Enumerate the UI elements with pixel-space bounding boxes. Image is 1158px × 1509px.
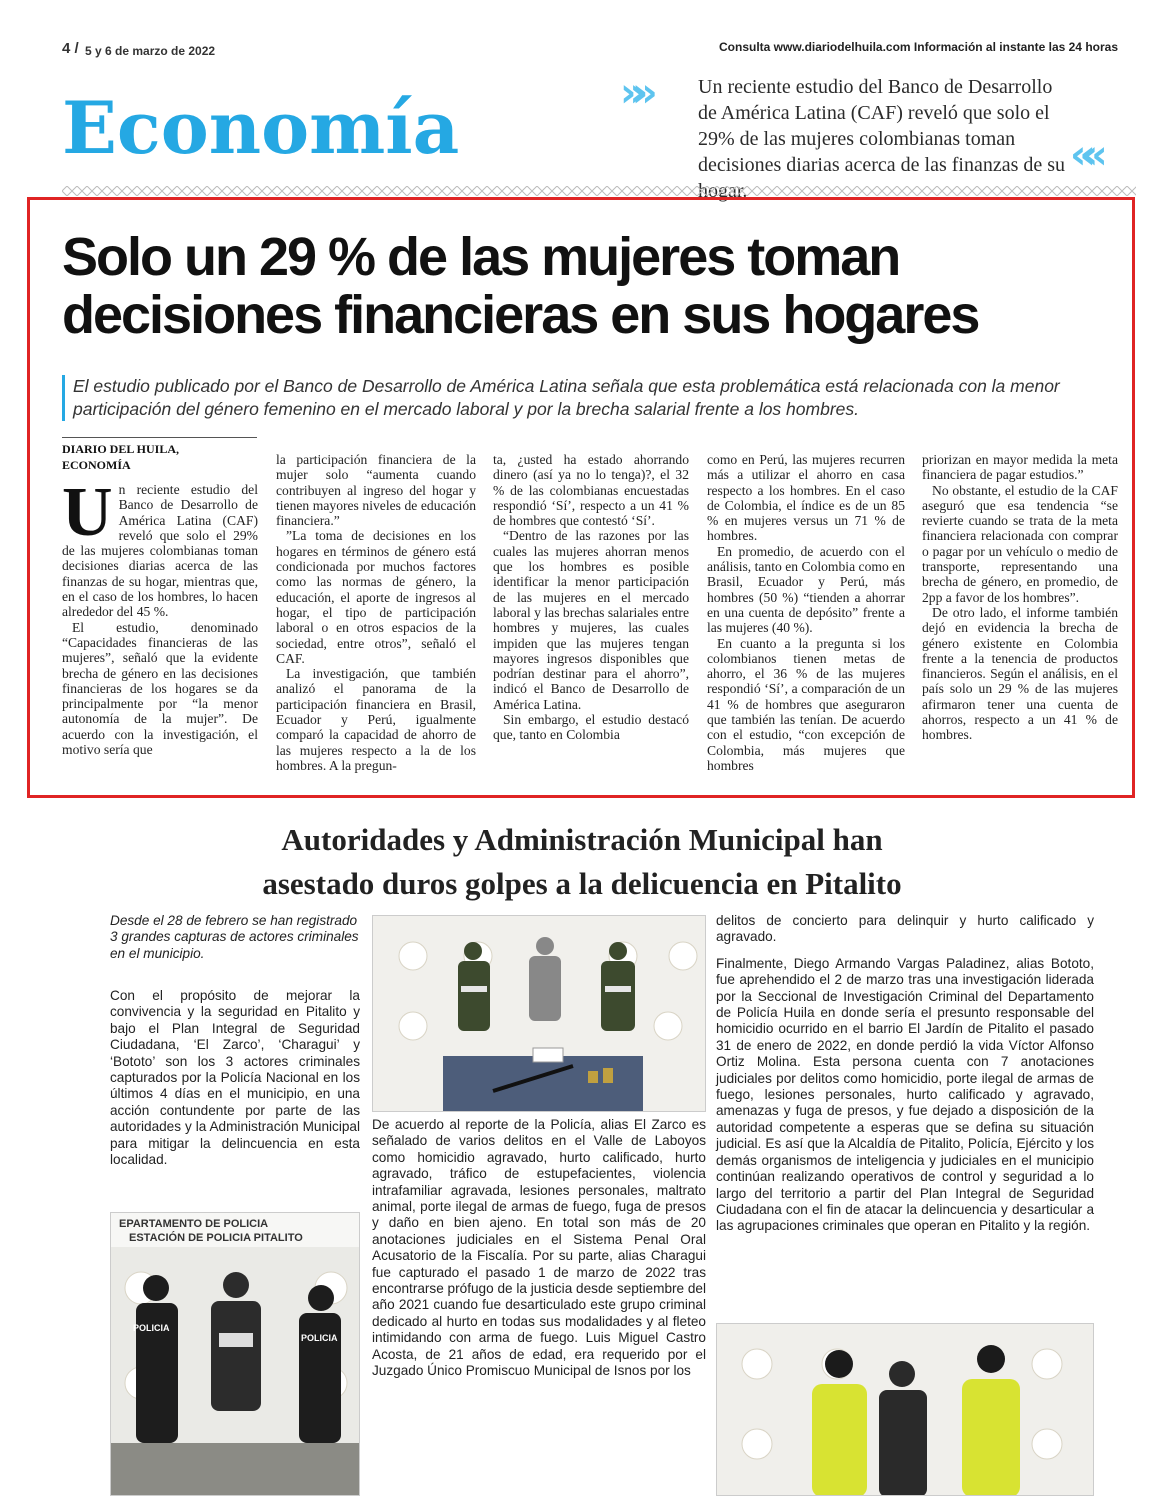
section-title: Economía xyxy=(62,85,460,170)
article-column-3 xyxy=(493,452,689,743)
paragraph: La investigación, que también analizó el panorama de la participación financiera en Brasil, Ecuador y Perú, igualmente comparó la capacidad de ahorro de las mujeres respecto a la de los hombres. A la pregun- xyxy=(276,666,476,773)
paragraph: Finalmente, Diego Armando Vargas Paladinez, alias Bototo, fue aprehendido el 2 de marzo tras una investigación liderada por la Seccional de Investigación Criminal del Departamento de Policía Huila en donde sería el presunto responsable del homicidio ocurrido en el barrio El Jardín de Pitalito el pasado 31 de enero de 2022, en donde perdió la vida Víctor Alfonso Ortiz Molina. Esta persona cuenta con 7 anotaciones judiciales por delitos como homicidio, porte ilegal de armas de fuego, lesiones personales, hurto calificado y agravado, amenazas y fuga de presos, y fue dejado a disposición de la autoridad competente a esperas que se defina su situación judicial. Es así que la Alcaldía de Pitalito, Policía, Ejército y los demás organismos de inteligencia y judiciales en el municipio continúan realizando operativos de control y seguridad a lo largo del territorio a partir del Plan Integral de Seguridad Ciudadana con el fin de atacar la delincuencia y desarticular a las agrupaciones criminales que operan en Pitalito y la región. xyxy=(716,955,1094,1234)
page-date: 5 y 6 de marzo de 2022 xyxy=(85,44,216,58)
section-teaser: Un reciente estudio del Banco de Desarrollo de América Latina (CAF) reveló que solo el 29% de las mujeres colombianas toman decisiones diarias acerca de las finanzas de su xyxy=(698,76,1066,176)
website-banner: Consulta www.diariodelhuila.com Información al instante las 24 horas xyxy=(719,40,1118,54)
paragraph: En cuanto a la pregunta si los colombianos tienen metas de ahorro, el 36 % de las mujeres respondió ‘Sí’, a comparación de un 41 % de hombres que aseguraron que también las tenían. De acuerdo con el estudio, “con excepción de Colombia, más mujeres que hombres xyxy=(707,635,905,773)
paragraph: No obstante, el estudio de la CAF aseguró que esa tendencia “se revierte cuando se trata de la meta financiera relacionada con comprar o pagar por un vehículo o medio de transporte, representando una brecha de género, en promedio, de 2pp a favor de los hombres”. xyxy=(922,482,1118,605)
article2-lead: Desde el 28 de febrero se han registrado 3 grandes capturas de actores criminales en el municipio. xyxy=(110,913,359,961)
paragraph: De acuerdo al reporte de la Policía, alias El Zarco es señalado de varios delitos en el Valle de Laboyos como homicidio agravado, hurto calificado, hurto agravado, tráfico de estupefacientes, violencia intrafamiliar agravada, lesiones personales, maltrato animal, porte ilegal de armas de fuego, fuga de presos y daño en bien ajeno. En total son más de 20 anotaciones judiciales en el Sistema Penal Oral Acusatorio de la Fiscalía. Por su parte, alias Charagui fue capturado el pasado 1 de marzo de 2022 tras encontrarse prófugo de la justicia desde septiembre del año 2021 cuando fue desarticulado este grupo criminal dedicado al hurto en todas sus modalidades y al fleteo intimidando con arma de fuego. Luis Miguel Castro Acosta, de 21 años de edad, era requerido por el Juzgado Único Promiscuo Municipal de Isnos por los xyxy=(372,1117,707,1379)
paragraph: Con el propósito de mejorar la convivencia y la seguridad en Pitalito y bajo el Plan Integral de Seguridad Ciudadana, ‘El Zarco’, ‘Charagui’ y ‘Bototo’ son los 3 actores criminales capturados por la Policía Nacional en los últimos 4 días en el municipio, en una acción contundente por parte de las autoridades y la Administración Municipal para mitigar la delincuencia en esta localidad. xyxy=(110,988,360,1168)
paragraph: n reciente estudio del Banco de Desarrollo de América Latina (CAF) reveló que solo el 29% de las mujeres colombianas toman decisiones diarias acerca de las finanzas de su hogar, mientras que, en el caso de los hombres, lo hacen alrededor del 45 %. xyxy=(62,482,258,620)
article-column-5 xyxy=(922,452,1118,743)
photo-capture-station xyxy=(110,1212,360,1496)
chevron-left-icon: «« xyxy=(1070,132,1094,178)
paragraph: “Dentro de las razones por las cuales las mujeres ahorran menos que los hombres es posible identificar la menor participación de las mujeres en el mercado laboral y las brechas salariales entre hombres y mujeres, las cuales impiden que las mujeres tengan mayores ingresos disponibles que podrían destinar para el ahorro”, indicó el Banco de Desarrollo de América Latina. xyxy=(493,528,689,712)
article-column-4 xyxy=(707,452,905,773)
paragraph: De otro lado, el informe también dejó en evidencia la brecha de género existente en Colombia frente a la tenencia de productos financieros. Según el análisis, en el país solo un 29 % de las mujeres afirmaron tener una cuenta de ahorros, respecto a un 41 % de hombres. xyxy=(922,604,1118,743)
article2-column-1 xyxy=(110,988,360,1178)
chevron-right-icon: »» xyxy=(620,70,644,116)
page-number: 4 / xyxy=(62,40,79,57)
byline-rule xyxy=(62,437,257,438)
drop-cap: U xyxy=(62,474,113,551)
article-headline: Solo un 29 % de las mujeres toman decisiones financieras en sus hogares xyxy=(62,227,979,345)
vest-label: POLICIA xyxy=(133,1323,170,1333)
article-column-1 xyxy=(62,474,258,758)
article-column-2 xyxy=(276,452,476,773)
station-sign-line-2: ESTACIÓN DE POLICIA PITALITO xyxy=(129,1232,303,1244)
paragraph: como en Perú, las mujeres recurren más a utilizar el ahorro en casa respecto a los hombres. En el caso de Colombia, el índice es de un 85 % en mujeres versus un 71 % de hombres. xyxy=(707,452,905,544)
paragraph: la participación financiera de la mujer solo “aumenta cuando contribuyen al ingreso del hogar y tienen mayores niveles de educación financiera.” xyxy=(276,452,476,529)
article2-headline: Autoridades y Administración Municipal han asestado duros golpes a la delicuencia en Pitalito xyxy=(262,822,902,901)
paragraph: priorizan en mayor medida la meta financiera de pagar estudios.” xyxy=(922,452,1118,483)
station-sign-line-1: EPARTAMENTO DE POLICIA xyxy=(119,1218,269,1230)
photo-capture-three xyxy=(716,1323,1094,1496)
article-deck: El estudio publicado por el Banco de Desarrollo de América Latina señala que esta problemática está relacionada con la menor participación del género femenino en el mercado laboral y por la brecha salarial frente a los hombres. xyxy=(62,375,1123,421)
article2-column-3 xyxy=(716,913,1094,1245)
paragraph: El estudio, denominado “Capacidades financieras de las mujeres”, señaló que la evidente brecha de género en las decisiones financieras de los hogares se da principalmente por “la menor autonomía de la mujer”. De acuerdo con la investigación, el motivo sería que xyxy=(62,619,258,758)
paragraph: En promedio, de acuerdo con el análisis, tanto en Colombia como en Brasil, Ecuador y Perú, más hombres (50 %) “tienden a ahorrar en una cuenta de depósito” frente a las mujeres (40 %). xyxy=(707,543,905,636)
paragraph: ”La toma de decisiones en los hogares en términos de género está condicionada por muchos factores como las normas de género, la educación, el aporte de ingresos al hogar, el tipo de participación laboral o en otros espacios de la sociedad, entre otros”, señaló el CAF. xyxy=(276,528,476,666)
article2-column-2 xyxy=(372,1117,706,1390)
photo-seized-items xyxy=(372,915,706,1112)
decorative-divider xyxy=(62,186,1136,196)
paragraph: delitos de concierto para delinquir y hurto calificado y agravado. xyxy=(716,913,1094,945)
paragraph: ta, ¿usted ha estado ahorrando dinero (así ya no lo tenga)?, el 32 % de las colombianas encuestadas respondió ‘Sí’, respecto a un 41 % de hombres que contestó ‘Sí’. xyxy=(493,452,689,529)
byline: DIARIO DEL HUILA, ECONOMÍA xyxy=(62,442,180,472)
vest-label: POLICIA xyxy=(301,1333,338,1343)
paragraph: Sin embargo, el estudio destacó que, tanto en Colombia xyxy=(493,712,689,743)
